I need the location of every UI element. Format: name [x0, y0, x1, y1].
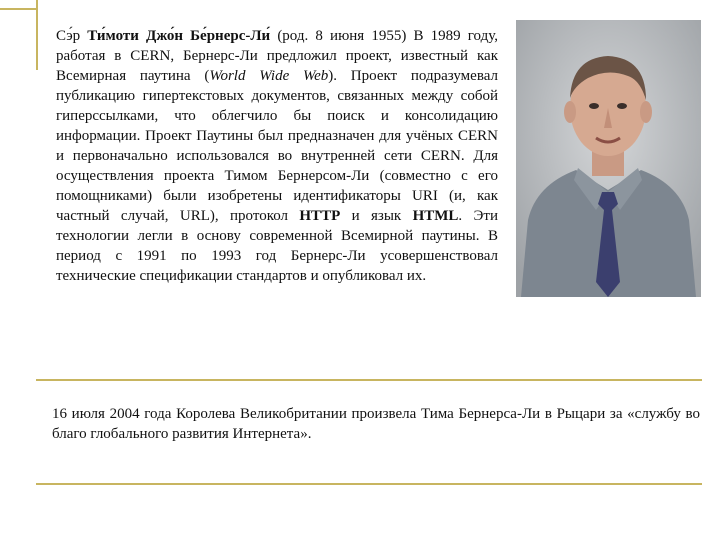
person-name: Ти́моти Джо́н Бе́рнерс-Ли́: [87, 28, 271, 44]
bio-text-3: ). Проект подразумевал публикацию гипертекстовых документов, связанных между собой гиперссылками, что облегчило бы поиск и консолидацию информации. Проект Паутины был предназначен для учёных: [56, 68, 498, 144]
name-title: Сэ́р: [56, 28, 81, 44]
biography-paragraph: [56, 26, 498, 286]
middle-rule: [36, 379, 702, 381]
cern-link-2[interactable]: CERN: [457, 128, 498, 144]
uri-link[interactable]: URI: [411, 188, 438, 204]
bio-text-4: и первоначально использовался во внутренней сети: [56, 148, 421, 164]
http-link[interactable]: HTTP: [299, 208, 341, 224]
bio-text-6: (и, как частный случай,: [56, 188, 498, 224]
portrait-illustration: [516, 20, 701, 297]
left-vertical-rule: [36, 0, 38, 70]
url-link[interactable]: URL: [179, 208, 210, 224]
bio-text-7: ), протокол: [209, 208, 300, 224]
award-paragraph: 16 июля 2004 года Королева Великобритании произвела Тима Бернерса-Ли в Рыцари за «службу во благо глобального развития Интернета».: [52, 406, 700, 442]
bio-text-1: (род. 8 июня 1955) В 1989 году, работая в: [56, 28, 498, 64]
bio-text-5: . Для осуществления проекта Тимом Бернерсом-Ли (совместно с его помощниками) были изобретены идентификаторы: [56, 148, 498, 204]
top-left-rule: [0, 8, 36, 10]
bio-text-8: и язык: [340, 208, 413, 224]
cern-link-3[interactable]: CERN: [420, 148, 461, 164]
portrait-photo: [516, 20, 701, 297]
www-term: World Wide Web: [209, 68, 329, 84]
cern-link-1[interactable]: CERN: [130, 48, 171, 64]
bio-text-9: . Эти технологии легли в основу современной Всемирной паутины. В период с 1991 по 1993 год Бернерс-Ли усовершенствовал технические спецификации стандартов и опубликовал их.: [56, 208, 499, 284]
html-link[interactable]: HTML: [412, 208, 459, 224]
bottom-rule: [36, 483, 702, 485]
bio-text-2: , Бернерс-Ли предложил проект, известный как Всемирная паутина (: [56, 48, 498, 84]
